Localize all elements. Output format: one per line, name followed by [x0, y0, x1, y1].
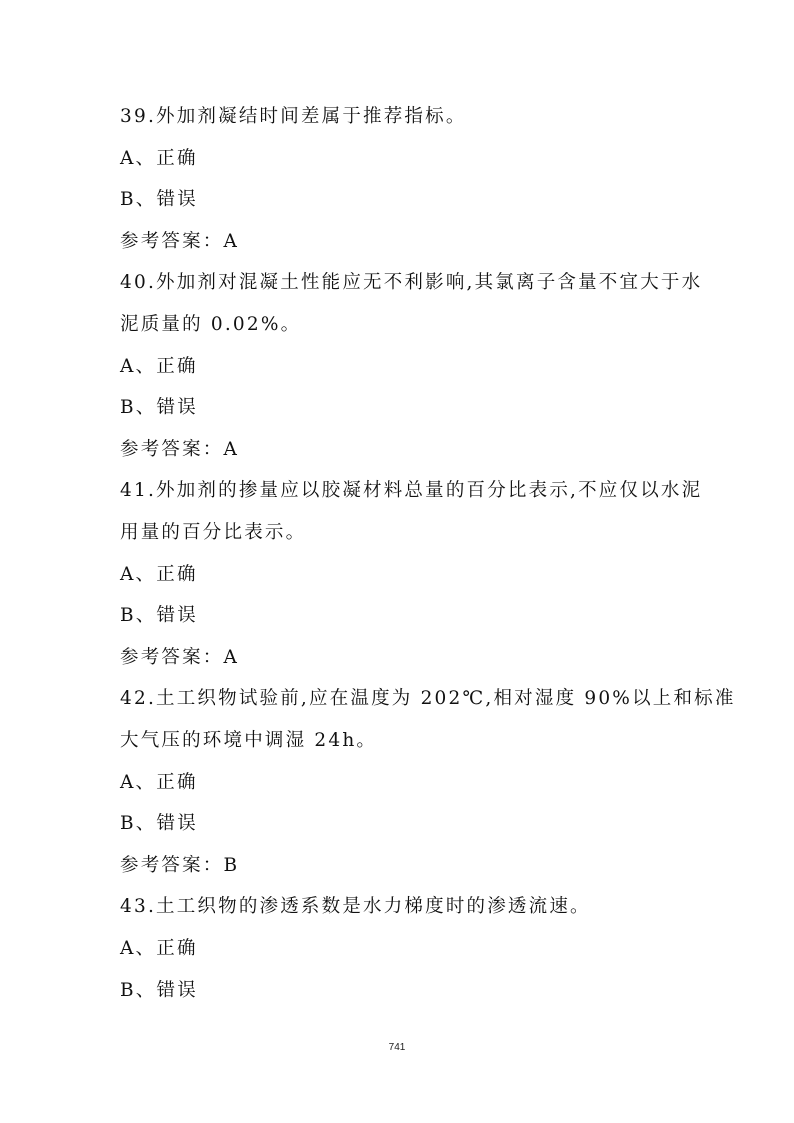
- question-43-text: 43.土工织物的渗透系数是水力梯度时的渗透流速。: [120, 896, 591, 917]
- question-42-option-a: A、正确: [120, 772, 198, 793]
- question-42-text-line-1: 42.土工织物试验前,应在温度为 202℃,相对湿度 90%以上和标准: [120, 688, 736, 709]
- question-42-option-b: B、错误: [120, 813, 198, 834]
- question-40-option-b: B、错误: [120, 397, 198, 418]
- question-41-answer: 参考答案：A: [120, 647, 240, 668]
- question-40-text-line-2: 泥质量的 0.02%。: [120, 314, 302, 335]
- question-42-text-line-2: 大气压的环境中调湿 24h。: [120, 730, 378, 751]
- question-39-option-b: B、错误: [120, 189, 198, 210]
- question-39-option-a: A、正确: [120, 148, 198, 169]
- page-number: 741: [388, 1042, 406, 1053]
- question-40-option-a: A、正确: [120, 356, 198, 377]
- question-39-text: 39.外加剂凝结时间差属于推荐指标。: [120, 106, 467, 127]
- question-43-option-b: B、错误: [120, 980, 198, 1001]
- question-41-option-b: B、错误: [120, 605, 198, 626]
- question-40-answer: 参考答案：A: [120, 439, 240, 460]
- question-43-option-a: A、正确: [120, 938, 198, 959]
- question-39-answer: 参考答案：A: [120, 231, 240, 252]
- question-40-text-line-1: 40.外加剂对混凝土性能应无不利影响,其氯离子含量不宜大于水: [120, 272, 703, 293]
- question-41-text-line-2: 用量的百分比表示。: [120, 522, 307, 543]
- question-41-option-a: A、正确: [120, 564, 198, 585]
- question-42-answer: 参考答案：B: [120, 855, 240, 876]
- question-41-text-line-1: 41.外加剂的掺量应以胶凝材料总量的百分比表示,不应仅以水泥: [120, 480, 703, 501]
